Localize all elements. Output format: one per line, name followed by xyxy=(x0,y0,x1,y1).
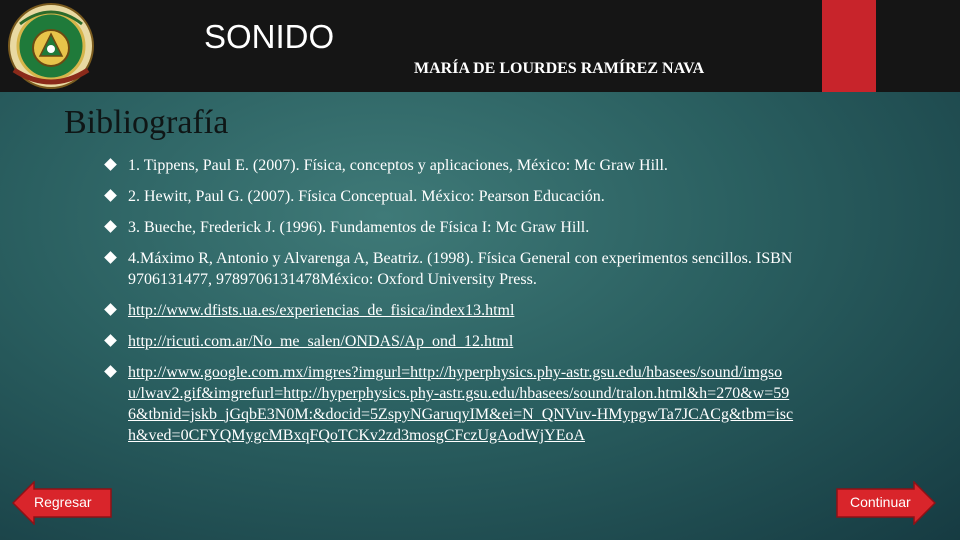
continue-button-label: Continuar xyxy=(850,494,911,510)
bibliography-list xyxy=(104,155,794,456)
list-item xyxy=(104,217,794,238)
reference-link[interactable]: http://www.google.com.mx/imgres?imgurl=http://hyperphysics.phy-astr.gsu.edu/hbasees/sound/imgsou/lwav2.gif&imgrefurl=http://hyperphysics.phy-astr.gsu.edu/hbasees/sound/tralon.html&h=270&w=596&tbnid=jskb_jGqbE3N0M:&docid=5ZspyNGaruqyIM&ei=N_QNVuv-HMypgwTa7JCACg&tbm=isch&ved=0CFYQMygcMBxqFQoTCKv2zd3mosgCFczUgAodWjYEoA xyxy=(128,364,794,444)
author-name: MARÍA DE LOURDES RAMÍREZ NAVA xyxy=(414,60,705,77)
accent-bar xyxy=(822,0,876,92)
reference-text: 4.Máximo R, Antonio y Alvarenga A, Beatriz. (1998). Física General con experimentos sencillos. ISBN 9706131477, 9789706131478México: Oxford University Press. xyxy=(128,250,793,288)
reference-text: 1. Tippens, Paul E. (2007). Física, conceptos y aplicaciones, México: Mc Graw Hill. xyxy=(128,157,668,174)
school-seal-icon xyxy=(2,2,100,90)
diamond-bullet-icon xyxy=(104,251,117,264)
reference-text: 2. Hewitt, Paul G. (2007). Física Conceptual. México: Pearson Educación. xyxy=(128,188,605,205)
list-item xyxy=(104,300,794,321)
diamond-bullet-icon xyxy=(104,220,117,233)
reference-link[interactable]: http://ricuti.com.ar/No_me_salen/ONDAS/Ap_ond_12.html xyxy=(128,333,514,350)
diamond-bullet-icon xyxy=(104,334,117,347)
list-item xyxy=(104,186,794,207)
back-button-label: Regresar xyxy=(34,494,92,510)
list-item xyxy=(104,331,794,352)
back-button[interactable] xyxy=(12,481,112,525)
reference-text: 3. Bueche, Frederick J. (1996). Fundamentos de Física I: Mc Graw Hill. xyxy=(128,219,590,236)
list-item xyxy=(104,362,794,446)
list-item xyxy=(104,155,794,176)
section-title: Bibliografía xyxy=(64,104,229,141)
continue-button[interactable] xyxy=(836,481,936,525)
diamond-bullet-icon xyxy=(104,189,117,202)
diamond-bullet-icon xyxy=(104,158,117,171)
header-bar xyxy=(0,0,960,92)
diamond-bullet-icon xyxy=(104,303,117,316)
diamond-bullet-icon xyxy=(104,365,117,378)
reference-link[interactable]: http://www.dfists.ua.es/experiencias_de_fisica/index13.html xyxy=(128,302,515,319)
list-item xyxy=(104,248,794,290)
page-title: SONIDO xyxy=(204,18,335,55)
